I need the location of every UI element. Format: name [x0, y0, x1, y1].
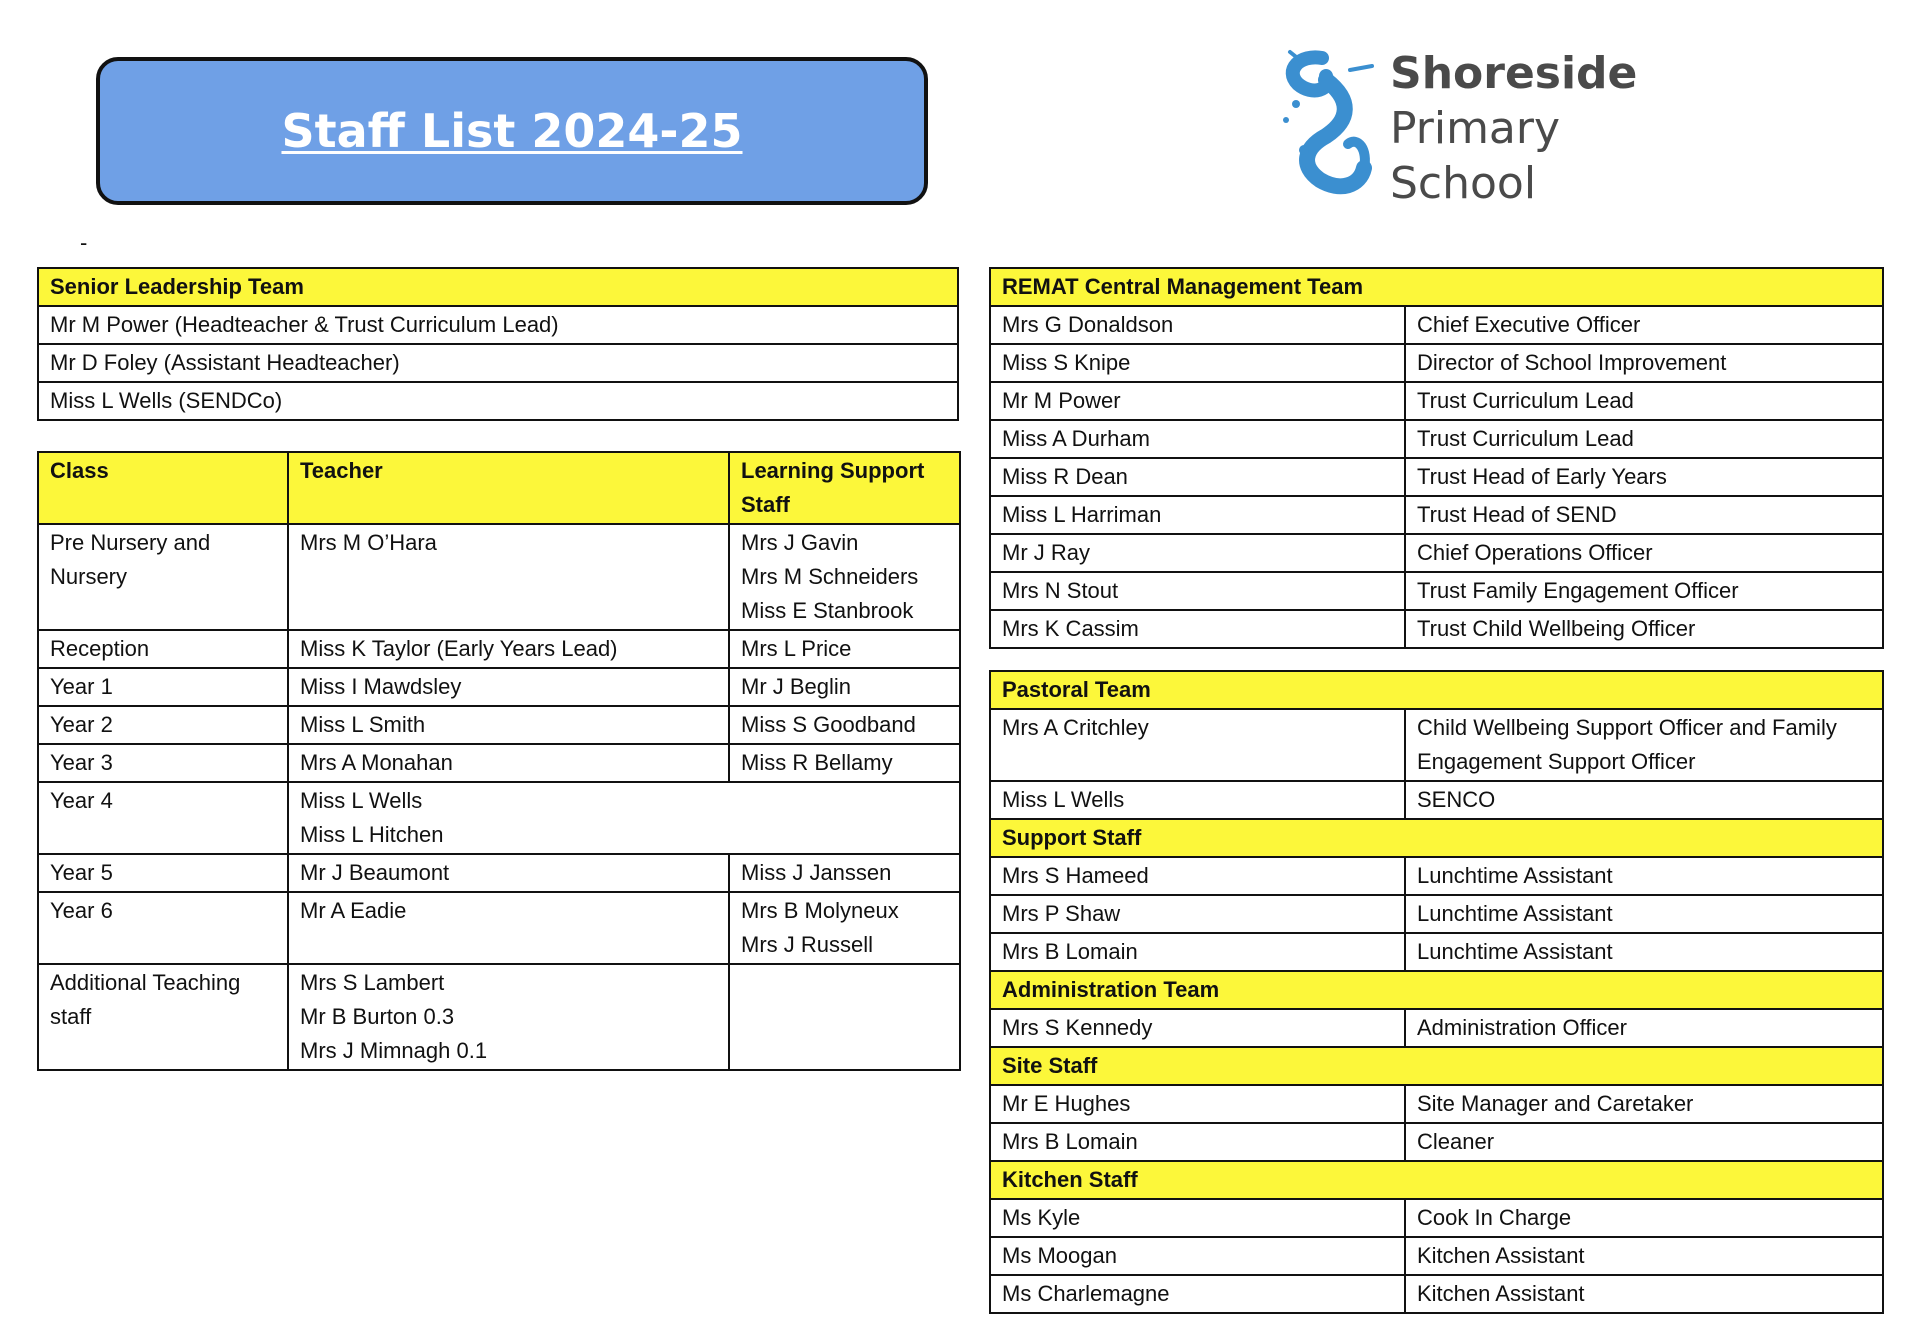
staff-role: Director of School Improvement	[1405, 344, 1883, 382]
table-row	[990, 781, 1883, 819]
table-row	[990, 1009, 1883, 1047]
table-row	[990, 1199, 1883, 1237]
table-row	[38, 306, 958, 344]
remat-management-table	[989, 267, 1884, 649]
staff-role: Chief Operations Officer	[1405, 534, 1883, 572]
pastoral-support-table	[989, 670, 1884, 1314]
teacher-cell	[288, 706, 729, 744]
staff-role: Trust Curriculum Lead	[1405, 420, 1883, 458]
staff-role	[1405, 857, 1883, 895]
section-heading: Administration Team	[990, 971, 1883, 1009]
class-name: Additional Teaching	[50, 970, 241, 995]
teacher-cell	[288, 524, 729, 630]
class-cell	[38, 630, 288, 668]
table-row	[38, 782, 960, 854]
staff-name: Mrs B Lomain	[990, 1123, 1405, 1161]
remat-heading: REMAT Central Management Team	[990, 268, 1883, 306]
table-row	[990, 572, 1883, 610]
table-row	[990, 382, 1883, 420]
staff-name: Mrs P Shaw	[990, 895, 1405, 933]
staff-role	[1405, 1199, 1883, 1237]
staff-name: Mrs N Stout	[990, 572, 1405, 610]
support-name: Mr J Beglin	[741, 674, 852, 699]
staff-role: Trust Curriculum Lead	[1405, 382, 1883, 420]
class-name: staff	[50, 1004, 92, 1029]
staff-cell: Mr M Power (Headteacher & Trust Curriculum Lead)	[38, 306, 958, 344]
logo-line-3: School	[1390, 158, 1537, 209]
support-cell	[729, 744, 960, 782]
teacher-name: Miss K Taylor (Early Years Lead)	[300, 636, 618, 661]
support-name: Mrs J Russell	[741, 932, 874, 957]
support-name: Mrs B Molyneux	[741, 898, 899, 923]
table-row	[990, 709, 1883, 781]
staff-name: Ms Kyle	[990, 1199, 1405, 1237]
stray-dash: -	[80, 230, 88, 255]
role-line: Kitchen Assistant	[1417, 1281, 1585, 1306]
table-row	[990, 933, 1883, 971]
class-name: Pre Nursery and	[50, 530, 211, 555]
role-line: Lunchtime Assistant	[1417, 939, 1613, 964]
page-title: Staff List 2024-25	[281, 104, 743, 158]
staff-cell: Mr D Foley (Assistant Headteacher)	[38, 344, 958, 382]
role-line: Engagement Support Officer	[1417, 749, 1696, 774]
school-logo	[1260, 40, 1638, 220]
teacher-cell	[288, 892, 729, 964]
staff-role	[1405, 1085, 1883, 1123]
table-row	[990, 1237, 1883, 1275]
class-cell	[38, 782, 288, 854]
class-cell	[38, 964, 288, 1070]
staff-name: Mr J Ray	[990, 534, 1405, 572]
section-header-row	[990, 819, 1883, 857]
role-line: Child Wellbeing Support Officer and Family	[1417, 715, 1837, 740]
senior-leadership-table	[37, 267, 959, 421]
section-header-row	[990, 1047, 1883, 1085]
staff-role: Trust Head of SEND	[1405, 496, 1883, 534]
table-row	[990, 534, 1883, 572]
table-row	[38, 706, 960, 744]
table-row	[990, 306, 1883, 344]
class-cell	[38, 524, 288, 630]
class-name: Year 2	[50, 712, 113, 737]
class-name: Year 5	[50, 860, 113, 885]
column-header-support	[729, 452, 960, 524]
staff-name: Mr E Hughes	[990, 1085, 1405, 1123]
support-name: Mrs J Gavin	[741, 530, 859, 555]
table-row	[38, 854, 960, 892]
class-name: Year 4	[50, 788, 113, 813]
staff-name: Mr M Power	[990, 382, 1405, 420]
teacher-name: Miss L Smith	[300, 712, 426, 737]
teacher-name: Mrs M O’Hara	[300, 530, 437, 555]
class-cell	[38, 744, 288, 782]
teacher-name: Mrs S Lambert	[300, 970, 445, 995]
staff-name: Mrs A Critchley	[990, 709, 1405, 781]
seahorse-icon	[1283, 52, 1372, 186]
section-header-row	[990, 971, 1883, 1009]
role-line: SENCO	[1417, 787, 1496, 812]
teacher-name: Mrs A Monahan	[300, 750, 453, 775]
column-header-class: Class	[38, 452, 288, 524]
column-header-teacher: Teacher	[288, 452, 729, 524]
staff-name: Mrs B Lomain	[990, 933, 1405, 971]
header-line: Learning Support	[741, 458, 925, 483]
role-line: Cook In Charge	[1417, 1205, 1572, 1230]
table-row	[990, 458, 1883, 496]
staff-role	[1405, 781, 1883, 819]
table-row	[990, 610, 1883, 648]
table-row	[38, 630, 960, 668]
class-cell	[38, 706, 288, 744]
role-line: Site Manager and Caretaker	[1417, 1091, 1694, 1116]
staff-name: Miss S Knipe	[990, 344, 1405, 382]
support-cell	[729, 706, 960, 744]
support-cell	[729, 668, 960, 706]
table-row	[990, 496, 1883, 534]
support-name: Miss S Goodband	[741, 712, 916, 737]
staff-role: Trust Family Engagement Officer	[1405, 572, 1883, 610]
section-heading: Support Staff	[990, 819, 1883, 857]
class-name: Year 6	[50, 898, 113, 923]
teacher-cell	[288, 854, 729, 892]
staff-role: Chief Executive Officer	[1405, 306, 1883, 344]
class-cell	[38, 854, 288, 892]
section-heading: Site Staff	[990, 1047, 1883, 1085]
logo-line-1: Shoreside	[1390, 48, 1638, 99]
section-heading: Kitchen Staff	[990, 1161, 1883, 1199]
staff-name: Mrs S Kennedy	[990, 1009, 1405, 1047]
teacher-name: Mrs J Mimnagh 0.1	[300, 1038, 488, 1063]
table-row	[990, 857, 1883, 895]
teacher-cell	[288, 782, 960, 854]
class-name: Year 1	[50, 674, 113, 699]
table-row	[38, 668, 960, 706]
header-line: Staff	[741, 492, 790, 517]
table-row	[38, 382, 958, 420]
staff-name: Miss L Harriman	[990, 496, 1405, 534]
logo-line-2: Primary	[1390, 103, 1561, 154]
table-row	[38, 744, 960, 782]
teacher-name: Mr J Beaumont	[300, 860, 450, 885]
role-line: Administration Officer	[1417, 1015, 1627, 1040]
teacher-name: Mr A Eadie	[300, 898, 407, 923]
table-row	[990, 420, 1883, 458]
staff-name: Mrs G Donaldson	[990, 306, 1405, 344]
support-cell	[729, 964, 960, 1070]
teacher-name: Miss L Wells	[300, 788, 423, 813]
teacher-cell	[288, 668, 729, 706]
senior-leadership-heading: Senior Leadership Team	[38, 268, 958, 306]
class-name: Year 3	[50, 750, 113, 775]
table-row	[38, 892, 960, 964]
class-name: Nursery	[50, 564, 128, 589]
table-row	[990, 1275, 1883, 1313]
title-banner	[96, 57, 928, 205]
table-row	[38, 344, 958, 382]
staff-name: Ms Charlemagne	[990, 1275, 1405, 1313]
support-cell	[729, 892, 960, 964]
table-row	[38, 524, 960, 630]
table-row	[990, 895, 1883, 933]
class-cell	[38, 892, 288, 964]
support-name: Mrs M Schneiders	[741, 564, 919, 589]
support-name: Mrs L Price	[741, 636, 852, 661]
table-row	[990, 1123, 1883, 1161]
staff-role	[1405, 1237, 1883, 1275]
support-cell	[729, 630, 960, 668]
staff-name: Miss A Durham	[990, 420, 1405, 458]
role-line: Lunchtime Assistant	[1417, 863, 1613, 888]
class-cell	[38, 668, 288, 706]
support-cell	[729, 524, 960, 630]
table-row	[38, 964, 960, 1070]
table-header-row	[990, 268, 1883, 306]
teacher-cell	[288, 744, 729, 782]
table-row	[990, 1085, 1883, 1123]
staff-name: Miss R Dean	[990, 458, 1405, 496]
staff-role	[1405, 1123, 1883, 1161]
section-header-row	[990, 1161, 1883, 1199]
class-name: Reception	[50, 636, 150, 661]
staff-name: Mrs S Hameed	[990, 857, 1405, 895]
teacher-name: Miss I Mawdsley	[300, 674, 462, 699]
staff-role	[1405, 895, 1883, 933]
support-name: Miss J Janssen	[741, 860, 892, 885]
class-staff-table	[37, 451, 961, 1071]
section-header-row	[990, 671, 1883, 709]
support-name: Miss E Stanbrook	[741, 598, 914, 623]
staff-name: Mrs K Cassim	[990, 610, 1405, 648]
section-heading: Pastoral Team	[990, 671, 1883, 709]
teacher-cell	[288, 630, 729, 668]
staff-role: Trust Head of Early Years	[1405, 458, 1883, 496]
table-header-row	[38, 452, 960, 524]
support-name: Miss R Bellamy	[741, 750, 893, 775]
staff-role	[1405, 709, 1883, 781]
staff-role	[1405, 1275, 1883, 1313]
teacher-cell	[288, 964, 729, 1070]
table-row	[990, 344, 1883, 382]
support-cell	[729, 854, 960, 892]
role-line: Lunchtime Assistant	[1417, 901, 1613, 926]
teacher-name: Miss L Hitchen	[300, 822, 444, 847]
staff-role	[1405, 1009, 1883, 1047]
role-line: Kitchen Assistant	[1417, 1243, 1585, 1268]
staff-role: Trust Child Wellbeing Officer	[1405, 610, 1883, 648]
role-line: Cleaner	[1417, 1129, 1495, 1154]
staff-cell: Miss L Wells (SENDCo)	[38, 382, 958, 420]
staff-name: Miss L Wells	[990, 781, 1405, 819]
staff-role	[1405, 933, 1883, 971]
teacher-name: Mr B Burton 0.3	[300, 1004, 455, 1029]
table-header-row	[38, 268, 958, 306]
staff-name: Ms Moogan	[990, 1237, 1405, 1275]
